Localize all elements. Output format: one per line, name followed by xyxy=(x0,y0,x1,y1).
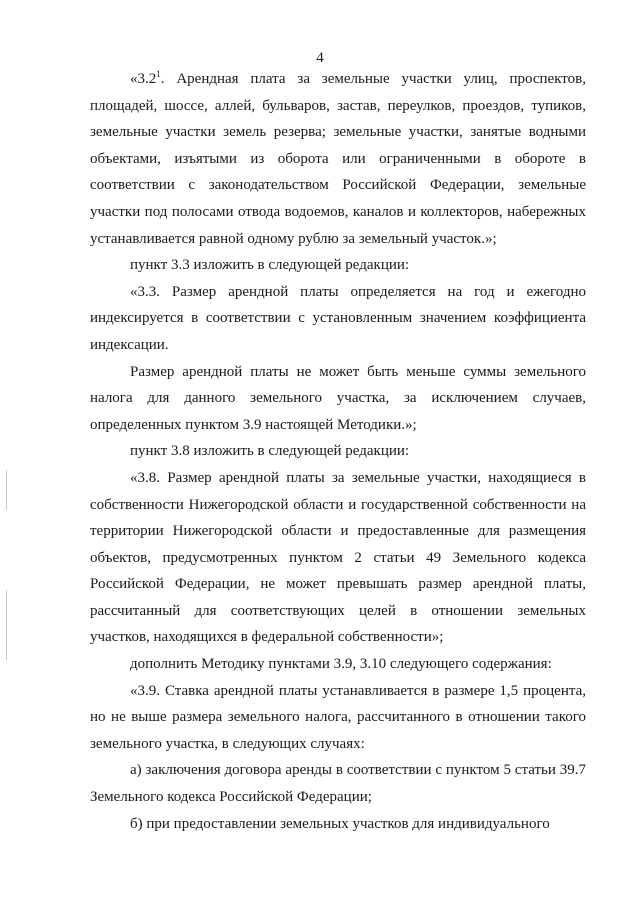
paragraph-3-8: «3.8. Размер арендной платы за земельные участки, находящиеся в собственности Нижегородской области и государственной собственности на территории Нижегородской области и предоставленные для размещения объектов, предусмотренных пунктом 2 статьи 49 Земельного кодекса Российской Федерации, не может превышать размер арендной платы, рассчитанный для соответствующих целей в отношении земельных участков, находящихся в федеральной собственности»; xyxy=(90,469,586,646)
paragraph-3-9: «3.9. Ставка арендной платы устанавливается в размере 1,5 процента, но не выше размера земельного налога, рассчитанного в отношении такого земельного участка, в следующих случаях: xyxy=(90,682,586,752)
paragraph-3-3: «3.3. Размер арендной платы определяется на год и ежегодно индексируется в соответствии с установленным значением коэффициента индексации. xyxy=(90,283,586,353)
paragraph-amend-3-3: пункт 3.3 изложить в следующей редакции: xyxy=(130,257,410,274)
paragraph-3-9-b: б) при предоставлении земельных участков для индивидуального xyxy=(130,815,550,832)
scan-edge-mark xyxy=(6,590,7,660)
superscript: 1 xyxy=(156,69,161,79)
scan-edge-mark xyxy=(6,470,7,510)
paragraph-amend-3-8: пункт 3.8 изложить в следующей редакции: xyxy=(130,443,410,460)
document-body xyxy=(90,66,586,837)
paragraph-3-3-rent-limit: Размер арендной платы не может быть меньше суммы земельного налога для данного земельного участка, за исключением случаев, определенных пунктом 3.9 настоящей Методики.»; xyxy=(90,363,586,433)
paragraph-add-3-9-3-10: дополнить Методику пунктами 3.9, 3.10 следующего содержания: xyxy=(130,656,552,673)
paragraph-3-2-1: «$3.2^1$. Арендная плата за земельные участки улиц, проспектов, площадей, шоссе, аллей, бульваров, застав, переулков, проездов, тупиков, земельные участки земель резерва; земельные участки, занятые водными объектами, изъятыми из оборота или ограниченными в обороте в соответствии с законодательством Российской Федерации, земельные участки под полосами отвода водоемов, каналов и коллекторов, набережных устанавливается равной одному рублю за земельный участок.»; xyxy=(90,69,586,247)
paragraph-3-9-a: а) заключения договора аренды в соответствии с пунктом 5 статьи 39.7 Земельного кодекса Российской Федерации; xyxy=(90,762,586,806)
page-number: 4 xyxy=(316,50,324,66)
